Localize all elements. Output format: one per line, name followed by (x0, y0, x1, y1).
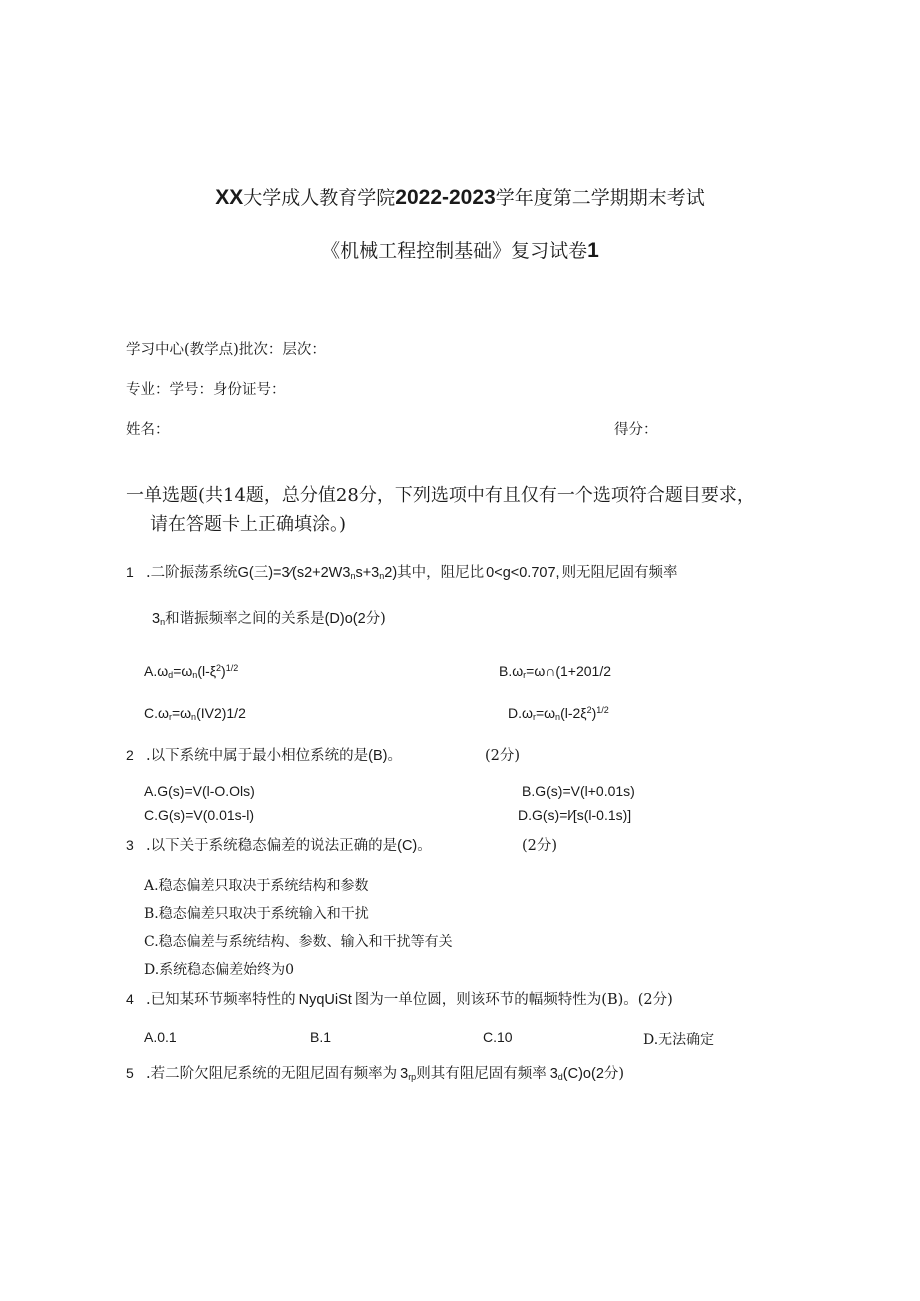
q2-option-a[interactable]: A.G(s)=V(l-O.Ols) (144, 783, 255, 799)
opt-sup: 2 (216, 663, 222, 673)
q1-text-d: 和谐振频率之间的关系是 (165, 611, 325, 627)
question-1-line1 (126, 561, 678, 582)
opt-text: (IV2)1/2 (196, 705, 246, 721)
q1-option-d[interactable] (508, 705, 609, 722)
opt-sub: n (555, 712, 561, 722)
q1-formula-b: s+3 (355, 565, 380, 581)
q5-text-b: 则其有阻尼固有频率 (416, 1066, 547, 1082)
opt-text: (l-ξ (197, 663, 217, 679)
q5-omega-d: 3 (549, 1066, 558, 1082)
opt-sub: r (168, 712, 172, 722)
opt-sup: 1/2 (596, 705, 609, 715)
opt-text: C.ω (144, 705, 169, 721)
q1-points: 分) (365, 611, 386, 627)
exam-title (0, 183, 920, 210)
opt-sup: 1/2 (225, 663, 239, 673)
opt-text: ) (591, 705, 597, 721)
q2-option-d[interactable]: D.G(s)=l∕[s(l-0.1s)] (518, 807, 632, 823)
subtitle-text: 《机械工程控制基础》复习试卷 (321, 240, 588, 262)
q1-text-c: 则无阻尼固有频率 (561, 565, 678, 581)
info-line-center: 学习中心(教学点)批次：层次： (126, 342, 326, 358)
q5-text: .若二阶欠阻尼系统的无阻尼固有频率为 (146, 1066, 398, 1082)
q5-answer: (C)o(2 (562, 1066, 604, 1082)
q1-formula-c: 2) (384, 565, 398, 581)
opt-text: =ω (535, 705, 556, 721)
q4-option-d[interactable]: D.无法确定 (643, 1032, 715, 1048)
q3-option-c[interactable]: C.稳态偏差与系统结构、参数、输入和干扰等有关 (144, 934, 453, 950)
q5-omega-sub: rp (408, 1072, 417, 1082)
q4-nyquist: NyqUiSt (298, 992, 352, 1008)
q1-answer: (D)o(2 (324, 611, 366, 627)
q3-points: (2分) (522, 838, 558, 854)
q5-omega: 3 (400, 1066, 409, 1082)
q4-text: .已知某环节频率特性的 (146, 992, 296, 1008)
title-part2: 学年度第二学期期末考试 (495, 187, 705, 209)
question-5 (126, 1062, 624, 1083)
question-4 (126, 988, 673, 1009)
q2-points: (2分) (485, 748, 521, 764)
q1-option-a[interactable] (144, 663, 238, 680)
q3-answer: (C)。 (397, 838, 432, 854)
question-2 (126, 744, 402, 765)
opt-sup: 2 (586, 705, 592, 715)
title-years: 2022-2023 (395, 186, 496, 209)
q1-omega-sub: n (160, 617, 166, 627)
section-heading-line1: 一单选题(共14题，总分值28分，下列选项中有且仅有一个选项符合题目要求， (126, 485, 755, 506)
q4-answer: (B)。(2分) (601, 992, 673, 1008)
q4-text-b: 图为一单位圆，则该环节的幅频特性为 (354, 992, 602, 1008)
question-number: 2 (126, 747, 134, 763)
opt-sub: n (192, 670, 198, 680)
q3-option-d[interactable]: D.系统稳态偏差始终为0 (144, 962, 295, 978)
q4-option-a[interactable]: A.0.1 (144, 1029, 177, 1045)
q5-points: 分) (603, 1066, 625, 1082)
opt-text: =ω (173, 663, 193, 679)
info-line-major: 专业：学号：身份证号： (126, 382, 286, 398)
name-label: 姓名： (126, 422, 170, 438)
q1-option-b[interactable] (499, 663, 611, 680)
q3-option-a[interactable]: A.稳态偏差只取决于系统结构和参数 (144, 878, 369, 894)
opt-text: A.ω (144, 663, 169, 679)
exam-subtitle (0, 236, 920, 263)
q1-formula: G(三)=3∕(s2+2W3 (237, 565, 351, 581)
question-number: 5 (126, 1065, 134, 1081)
opt-sub: r (523, 670, 527, 680)
opt-sub: d (168, 670, 174, 680)
question-number: 4 (126, 991, 134, 1007)
question-number: 1 (126, 564, 134, 580)
question-3 (126, 834, 432, 855)
q4-option-c[interactable]: C.10 (483, 1029, 513, 1045)
q1-sub: n (350, 571, 356, 581)
q2-option-c[interactable]: C.G(s)=V(0.01s-l) (144, 807, 255, 823)
opt-text: (l-2ξ (560, 705, 587, 721)
q1-omega: 3 (152, 611, 161, 627)
opt-text: B.ω (499, 663, 524, 679)
q4-option-b[interactable]: B.1 (310, 1029, 332, 1045)
opt-sub: r (532, 712, 536, 722)
q1-option-c[interactable] (144, 705, 246, 722)
opt-sub: n (191, 712, 197, 722)
q3-option-b[interactable]: B.稳态偏差只取决于系统输入和干扰 (144, 906, 369, 922)
opt-text: D.ω (508, 705, 533, 721)
question-number: 3 (126, 837, 134, 853)
section-heading-line2: 请在答题卡上正确填涂。) (150, 514, 347, 535)
q1-condition: 0<g<0.707, (486, 565, 560, 581)
opt-text: =ω∩(1+201/2 (526, 663, 611, 679)
question-1-line2 (152, 607, 386, 628)
subtitle-number: 1 (587, 239, 599, 262)
q5-omega-d-sub: d (557, 1072, 563, 1082)
q2-text: .以下系统中属于最小相位系统的是 (146, 748, 369, 764)
q1-text: .二阶振荡系统 (146, 565, 238, 581)
title-xx: XX (215, 186, 244, 209)
opt-text: ) (221, 663, 226, 679)
q1-text-b: 其中，阻尼比 (397, 565, 485, 581)
title-part1: 大学成人教育学院 (243, 187, 396, 209)
q2-answer: (B)。 (368, 748, 402, 764)
q2-option-b[interactable]: B.G(s)=V(l+0.01s) (522, 783, 635, 799)
q1-sub-b: n (379, 571, 385, 581)
score-label: 得分： (614, 422, 658, 438)
q3-text: .以下关于系统稳态偏差的说法正确的是 (146, 838, 398, 854)
opt-text: =ω (171, 705, 192, 721)
